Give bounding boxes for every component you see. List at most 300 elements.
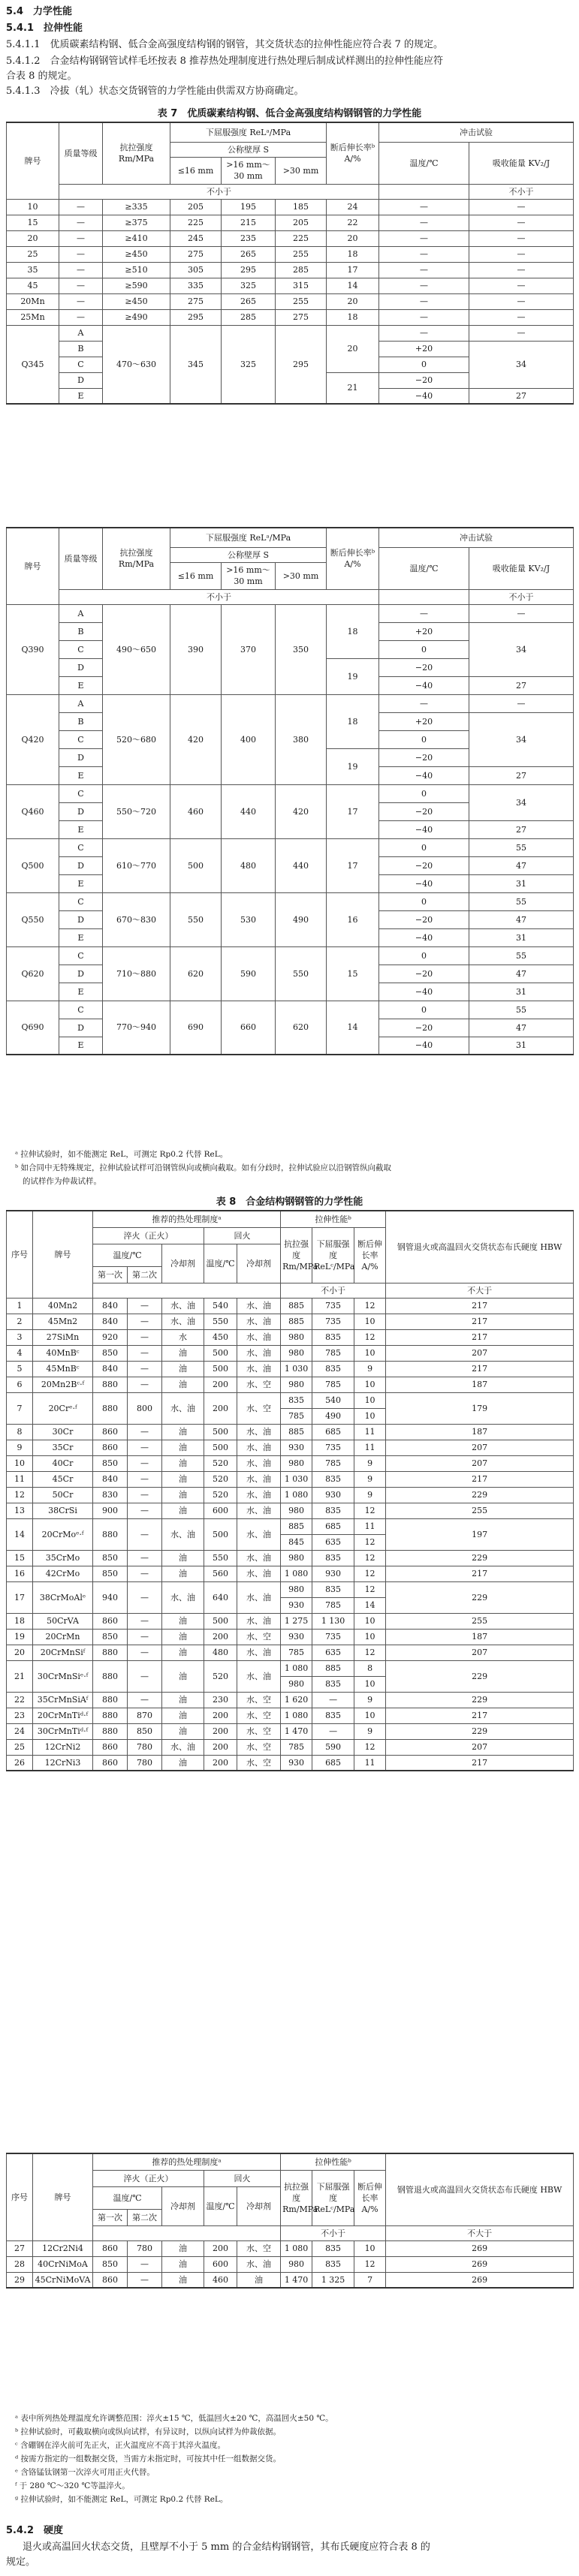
temper-temp-cell: 600	[204, 1503, 237, 1518]
quality-cell: E	[59, 676, 103, 694]
header-no: 序号	[7, 2153, 33, 2240]
header-tensile: 抗拉强度 Rm/MPa	[103, 528, 170, 589]
header-no: 序号	[7, 1211, 33, 1298]
table-row	[7, 1613, 574, 1629]
elongation-cell: 11	[354, 1755, 386, 1771]
header-wall-thickness: 公称壁厚 S	[170, 547, 327, 562]
header-tensile-props: 拉伸性能ᵇ	[281, 2153, 386, 2170]
temper-temp-cell: 560	[204, 1566, 237, 1581]
yield-cell: 785	[312, 1597, 354, 1613]
grade-cell: 15	[7, 215, 59, 230]
tensile-cell: 1 620	[281, 1692, 312, 1708]
table8-footnote: ᵉ 含铬锰钛钢第一次淬火可用正火代替。	[15, 2468, 155, 2477]
temper-temp-cell: 500	[204, 1345, 237, 1361]
hardness-cell: 187	[386, 1629, 574, 1645]
header-temper: 回火	[204, 1227, 281, 1244]
temperature-cell: −20	[379, 910, 469, 928]
elongation-cell: 10	[354, 1708, 386, 1723]
yield-cell: 735	[312, 1440, 354, 1455]
quench-temp-2-cell: 870	[128, 1708, 162, 1723]
tensile-cell: 470～630	[103, 325, 170, 404]
header-quench-coolant: 冷却剂	[162, 1244, 204, 1283]
temperature-cell: −20	[379, 856, 469, 874]
table-row	[7, 1739, 574, 1755]
row-number-cell: 15	[7, 1550, 33, 1566]
quench-temp-2-cell: —	[128, 1487, 162, 1503]
quench-temp-1-cell: 850	[93, 1345, 128, 1361]
tensile-cell: 980	[281, 1550, 312, 1566]
yield-cell: 785	[312, 1455, 354, 1471]
temper-temp-cell: 500	[204, 1361, 237, 1377]
quench-coolant-cell: 油	[162, 1613, 204, 1629]
grade-cell: 50Cr	[33, 1487, 93, 1503]
grade-cell: 38CrSi	[33, 1503, 93, 1518]
quality-cell: E	[59, 766, 103, 784]
temper-coolant-cell: 水、油	[237, 1550, 281, 1566]
elongation-cell: 10	[354, 1629, 386, 1645]
yield-cell: 635	[312, 1534, 354, 1550]
hardness-cell: 179	[386, 1392, 574, 1424]
quench-temp-1-cell: 850	[93, 1550, 128, 1566]
table-row	[7, 1361, 574, 1377]
table-row	[7, 2272, 574, 2288]
temper-coolant-cell: 水、油	[237, 1345, 281, 1361]
quench-temp-2-cell: —	[128, 1518, 162, 1550]
hardness-cell: 217	[386, 1361, 574, 1377]
header-wall-thickness: 公称壁厚 S	[170, 142, 327, 157]
header-blank	[379, 184, 469, 199]
table8-part1	[6, 1210, 574, 1771]
elongation-cell: 19	[327, 658, 379, 694]
grade-cell: Q500	[7, 838, 59, 892]
quality-cell: C	[59, 892, 103, 910]
grade-cell: 25Mn	[7, 309, 59, 325]
yield-1-cell: 225	[170, 215, 222, 230]
quench-temp-1-cell: 880	[93, 1723, 128, 1739]
table-row	[7, 1345, 574, 1361]
temperature-cell: −20	[379, 748, 469, 766]
quench-coolant-cell: 油	[162, 1723, 204, 1739]
table-row	[7, 1755, 574, 1771]
yield-2-cell: 285	[222, 309, 276, 325]
tensile-cell: 520～680	[103, 694, 170, 784]
tensile-cell: ≥450	[103, 246, 170, 262]
temper-coolant-cell: 水、空	[237, 1739, 281, 1755]
table7-footnote-b-line2: 的试样作为仲裁试样。	[23, 1177, 101, 1186]
table8-footnote: ᵍ 拉伸试验时，如不能测定 ReL，可测定 Rp0.2 代替 ReL。	[15, 2495, 228, 2504]
row-number-cell: 19	[7, 1629, 33, 1645]
quench-temp-2-cell: —	[128, 2272, 162, 2288]
elongation-cell: 24	[327, 199, 379, 215]
grade-cell: 45CrNiMoVA	[33, 2272, 93, 2288]
hardness-cell: 229	[386, 1692, 574, 1708]
elongation-cell: 17	[327, 262, 379, 278]
table-row	[7, 1487, 574, 1503]
quality-cell: A	[59, 604, 103, 622]
quench-temp-1-cell: 880	[93, 1392, 128, 1424]
table-row	[7, 325, 574, 341]
quality-cell: B	[59, 622, 103, 640]
energy-cell: 34	[469, 784, 574, 820]
yield-cell: 540	[312, 1392, 354, 1408]
grade-cell: 38CrMoAlᵉ	[33, 1581, 93, 1613]
elongation-cell: 10	[354, 1377, 386, 1392]
grade-cell: 27SiMn	[33, 1329, 93, 1345]
tensile-cell: 930	[281, 1597, 312, 1613]
header-tensile-props: 拉伸性能ᵇ	[281, 1211, 386, 1227]
row-number-cell: 16	[7, 1566, 33, 1581]
temper-coolant-cell: 水、油	[237, 1329, 281, 1345]
yield-3-cell: 420	[276, 784, 327, 838]
temperature-cell: 0	[379, 357, 469, 372]
hardness-cell: 269	[386, 2272, 574, 2288]
table-row	[7, 278, 574, 293]
table-row	[7, 1708, 574, 1723]
yield-2-cell: 440	[222, 784, 276, 838]
header-not-less-than-energy: 不小于	[469, 184, 574, 199]
quench-temp-2-cell: —	[128, 1298, 162, 1314]
yield-1-cell: 345	[170, 325, 222, 404]
quench-coolant-cell: 油	[162, 1755, 204, 1771]
quench-coolant-cell: 水、油	[162, 1581, 204, 1613]
tensile-cell: 930	[281, 1629, 312, 1645]
quality-cell: B	[59, 341, 103, 357]
yield-3-cell: 295	[276, 325, 327, 404]
quench-temp-2-cell: —	[128, 1314, 162, 1329]
quality-cell: A	[59, 325, 103, 341]
quench-temp-1-cell: 880	[93, 1708, 128, 1723]
temperature-cell: −20	[379, 1019, 469, 1037]
header-hardness: 钢管退火或高温回火交货状态布氏硬度 HBW	[386, 1211, 574, 1283]
quench-temp-2-cell: 850	[128, 1723, 162, 1739]
hardness-cell: 207	[386, 1345, 574, 1361]
grade-cell: Q420	[7, 694, 59, 784]
elongation-cell: 10	[354, 1676, 386, 1692]
tensile-cell: ≥510	[103, 262, 170, 278]
temper-temp-cell: 460	[204, 2272, 237, 2288]
temper-coolant-cell: 水、油	[237, 1566, 281, 1581]
tensile-cell: 930	[281, 1440, 312, 1455]
header-quench: 淬火（正火）	[93, 2170, 204, 2186]
temperature-cell: —	[379, 604, 469, 622]
yield-cell: 835	[312, 1361, 354, 1377]
yield-1-cell: 690	[170, 1001, 222, 1055]
yield-cell: 835	[312, 1471, 354, 1487]
elongation-cell: 20	[327, 293, 379, 309]
yield-3-cell: 185	[276, 199, 327, 215]
header-rel: 下屈服强度 ReLᶜ/MPa	[312, 2170, 354, 2225]
quench-temp-1-cell: 860	[93, 1739, 128, 1755]
tensile-cell: 980	[281, 2256, 312, 2272]
paragraph-5-4-2-line2: 规定。	[6, 2556, 36, 2568]
header-thickness-3: >30 mm	[276, 157, 327, 184]
quench-temp-2-cell: —	[128, 1440, 162, 1455]
quality-cell: E	[59, 928, 103, 946]
temper-temp-cell: 200	[204, 1377, 237, 1392]
row-number-cell: 5	[7, 1361, 33, 1377]
elongation-cell: 11	[354, 1518, 386, 1534]
tensile-cell: 1 080	[281, 1566, 312, 1581]
yield-2-cell: 660	[222, 1001, 276, 1055]
temperature-cell: −40	[379, 983, 469, 1001]
grade-cell: 40Cr	[33, 1455, 93, 1471]
quench-coolant-cell: 油	[162, 1566, 204, 1581]
quality-cell: D	[59, 748, 103, 766]
temper-coolant-cell: 水、油	[237, 1440, 281, 1455]
temperature-cell: —	[379, 230, 469, 246]
elongation-cell: 12	[354, 1566, 386, 1581]
tensile-cell: 980	[281, 1676, 312, 1692]
quench-temp-2-cell: —	[128, 1424, 162, 1440]
yield-3-cell: 490	[276, 892, 327, 946]
grade-cell: Q460	[7, 784, 59, 838]
quality-cell: D	[59, 964, 103, 983]
quench-temp-2-cell: —	[128, 1629, 162, 1645]
tensile-cell: 1 080	[281, 1660, 312, 1676]
yield-1-cell: 245	[170, 230, 222, 246]
header-temper-coolant: 冷却剂	[237, 2186, 281, 2225]
temper-temp-cell: 520	[204, 1660, 237, 1692]
yield-cell: 735	[312, 1629, 354, 1645]
temper-coolant-cell: 水、空	[237, 1692, 281, 1708]
hardness-cell: 187	[386, 1424, 574, 1440]
header-not-greater-than: 不大于	[386, 1283, 574, 1298]
yield-2-cell: 235	[222, 230, 276, 246]
elongation-cell: 12	[354, 1329, 386, 1345]
yield-cell: —	[312, 1723, 354, 1739]
quench-coolant-cell: 油	[162, 1440, 204, 1455]
header-temper: 回火	[204, 2170, 281, 2186]
grade-cell: 45	[7, 278, 59, 293]
grade-cell: Q690	[7, 1001, 59, 1055]
hardness-cell: 217	[386, 1471, 574, 1487]
energy-cell: —	[469, 604, 574, 622]
yield-cell: 835	[312, 1550, 354, 1566]
yield-2-cell: 265	[222, 293, 276, 309]
yield-3-cell: 275	[276, 309, 327, 325]
temperature-cell: −40	[379, 766, 469, 784]
row-number-cell: 21	[7, 1660, 33, 1692]
temperature-cell: +20	[379, 341, 469, 357]
quench-temp-2-cell: —	[128, 1345, 162, 1361]
temper-temp-cell: 640	[204, 1581, 237, 1613]
yield-1-cell: 305	[170, 262, 222, 278]
elongation-cell: 12	[354, 1503, 386, 1518]
header-temper-coolant: 冷却剂	[237, 1244, 281, 1283]
row-number-cell: 24	[7, 1723, 33, 1739]
energy-cell: —	[469, 293, 574, 309]
grade-cell: 20CrMnSiᶠ	[33, 1645, 93, 1660]
temper-temp-cell: 500	[204, 1424, 237, 1440]
grade-cell: 20Crᵉ·ᶠ	[33, 1392, 93, 1424]
energy-cell: 27	[469, 820, 574, 838]
energy-cell: 47	[469, 910, 574, 928]
header-heat-treatment: 推荐的热处理制度ᵃ	[93, 1211, 281, 1227]
hardness-cell: 207	[386, 1645, 574, 1660]
table-row	[7, 215, 574, 230]
elongation-cell: 18	[327, 694, 379, 748]
temper-coolant-cell: 水、空	[237, 1708, 281, 1723]
yield-cell: 785	[312, 1377, 354, 1392]
energy-cell: 55	[469, 892, 574, 910]
header-grade: 牌号	[7, 528, 59, 604]
elongation-cell: 9	[354, 1455, 386, 1471]
row-number-cell: 3	[7, 1329, 33, 1345]
yield-cell: 835	[312, 2240, 354, 2256]
temper-temp-cell: 200	[204, 1392, 237, 1424]
table-row	[7, 1392, 574, 1408]
elongation-cell: 12	[354, 1534, 386, 1550]
temper-coolant-cell: 水、空	[237, 1392, 281, 1424]
hardness-cell: 229	[386, 1550, 574, 1566]
hardness-cell: 197	[386, 1518, 574, 1550]
tensile-cell: 980	[281, 1455, 312, 1471]
quality-cell: —	[59, 293, 103, 309]
tensile-cell: 845	[281, 1534, 312, 1550]
quality-cell: E	[59, 820, 103, 838]
temper-temp-cell: 200	[204, 1739, 237, 1755]
quench-coolant-cell: 水、油	[162, 1314, 204, 1329]
grade-cell: 35CrMo	[33, 1550, 93, 1566]
table-row	[7, 1566, 574, 1581]
paragraph-5-4-1-2-line2: 合表 8 的规定。	[6, 71, 77, 82]
hardness-cell: 207	[386, 1455, 574, 1471]
temper-temp-cell: 520	[204, 1487, 237, 1503]
table-row	[7, 262, 574, 278]
yield-cell: 635	[312, 1645, 354, 1660]
temperature-cell: 0	[379, 730, 469, 748]
energy-cell: 31	[469, 983, 574, 1001]
grade-cell: 20CrMnTiᵈ·ᶠ	[33, 1708, 93, 1723]
tensile-cell: 980	[281, 1329, 312, 1345]
table-row	[7, 604, 574, 622]
row-number-cell: 13	[7, 1503, 33, 1518]
yield-cell: 835	[312, 1503, 354, 1518]
tensile-cell: 980	[281, 1503, 312, 1518]
yield-cell: 735	[312, 1314, 354, 1329]
elongation-cell: 12	[354, 1645, 386, 1660]
yield-cell: 1 325	[312, 2272, 354, 2288]
quality-cell: C	[59, 784, 103, 802]
grade-cell: Q620	[7, 946, 59, 1001]
header-second: 第二次	[128, 1266, 162, 1283]
quality-cell: D	[59, 372, 103, 388]
table-row	[7, 199, 574, 215]
grade-cell: 20Mn	[7, 293, 59, 309]
yield-cell: 590	[312, 1739, 354, 1755]
yield-3-cell: 380	[276, 694, 327, 784]
header-temper-temp: 温度/℃	[204, 1244, 237, 1283]
temper-coolant-cell: 水、油	[237, 1581, 281, 1613]
quench-coolant-cell: 水、油	[162, 1392, 204, 1424]
elongation-cell: 12	[354, 1581, 386, 1597]
grade-cell: 42CrMo	[33, 1566, 93, 1581]
tensile-cell: 980	[281, 1581, 312, 1597]
row-number-cell: 27	[7, 2240, 33, 2256]
header-heat-treatment: 推荐的热处理制度ᵃ	[93, 2153, 281, 2170]
temper-temp-cell: 480	[204, 1645, 237, 1660]
quench-temp-1-cell: 880	[93, 1377, 128, 1392]
quench-temp-2-cell: 800	[128, 1392, 162, 1424]
elongation-cell: 12	[354, 1550, 386, 1566]
quality-cell: B	[59, 712, 103, 730]
elongation-cell: 22	[327, 215, 379, 230]
energy-cell: —	[469, 199, 574, 215]
temper-coolant-cell: 水、油	[237, 1503, 281, 1518]
tensile-cell: 885	[281, 1298, 312, 1314]
yield-3-cell: 285	[276, 262, 327, 278]
tensile-cell: 550～720	[103, 784, 170, 838]
energy-cell: 47	[469, 856, 574, 874]
hardness-cell: 217	[386, 1314, 574, 1329]
tensile-cell: 785	[281, 1739, 312, 1755]
yield-1-cell: 275	[170, 246, 222, 262]
quench-temp-1-cell: 850	[93, 1455, 128, 1471]
row-number-cell: 2	[7, 1314, 33, 1329]
grade-cell: 45Cr	[33, 1471, 93, 1487]
tensile-cell: 1 030	[281, 1361, 312, 1377]
tensile-cell: 710～880	[103, 946, 170, 1001]
energy-cell: 34	[469, 622, 574, 676]
header-yield: 下屈服强度 ReLᵃ/MPa	[170, 528, 327, 547]
table-row	[7, 2256, 574, 2272]
temper-coolant-cell: 水、油	[237, 1518, 281, 1550]
table-row	[7, 2240, 574, 2256]
energy-cell: —	[469, 262, 574, 278]
temper-coolant-cell: 水、油	[237, 2256, 281, 2272]
elongation-cell: 8	[354, 1660, 386, 1676]
temperature-cell: +20	[379, 622, 469, 640]
table-row	[7, 694, 574, 712]
grade-cell: 12CrNi3	[33, 1755, 93, 1771]
elongation-cell: 16	[327, 892, 379, 946]
quality-cell: E	[59, 874, 103, 892]
temperature-cell: 0	[379, 946, 469, 964]
temper-coolant-cell: 水、空	[237, 2240, 281, 2256]
temper-temp-cell: 600	[204, 2256, 237, 2272]
quench-coolant-cell: 油	[162, 1629, 204, 1645]
header-elongation: 断后伸长率ᵇ A/%	[327, 122, 379, 184]
table8-footnote: ᶜ 含硼钢在淬火前可先正火，正火温度应不高于其淬火温度。	[15, 2441, 225, 2450]
row-number-cell: 26	[7, 1755, 33, 1771]
temper-coolant-cell: 水、油	[237, 1298, 281, 1314]
yield-3-cell: 550	[276, 946, 327, 1001]
tensile-cell: 930	[281, 1755, 312, 1771]
elongation-cell: 9	[354, 1723, 386, 1739]
quench-temp-2-cell: —	[128, 1566, 162, 1581]
tensile-cell: 770～940	[103, 1001, 170, 1055]
header-impact: 冲击试验	[379, 122, 574, 142]
energy-cell: 27	[469, 388, 574, 404]
table8-caption: 表 8 合金结构钢钢管的力学性能	[216, 1196, 363, 1208]
grade-cell: 45Mn2	[33, 1314, 93, 1329]
table8-footnote: ᵈ 按需方指定的一组数据交货，当需方未指定时，可按其中任一组数据交货。	[15, 2454, 282, 2463]
table-row	[7, 892, 574, 910]
temper-coolant-cell: 水、油	[237, 1660, 281, 1692]
header-blank	[379, 589, 469, 604]
row-number-cell: 11	[7, 1471, 33, 1487]
yield-cell: 835	[312, 1329, 354, 1345]
table-row	[7, 1001, 574, 1019]
yield-1-cell: 550	[170, 892, 222, 946]
yield-3-cell: 225	[276, 230, 327, 246]
temperature-cell: —	[379, 278, 469, 293]
yield-cell: 685	[312, 1755, 354, 1771]
grade-cell: 40Mn2	[33, 1298, 93, 1314]
yield-1-cell: 205	[170, 199, 222, 215]
temperature-cell: −20	[379, 964, 469, 983]
row-number-cell: 7	[7, 1392, 33, 1424]
